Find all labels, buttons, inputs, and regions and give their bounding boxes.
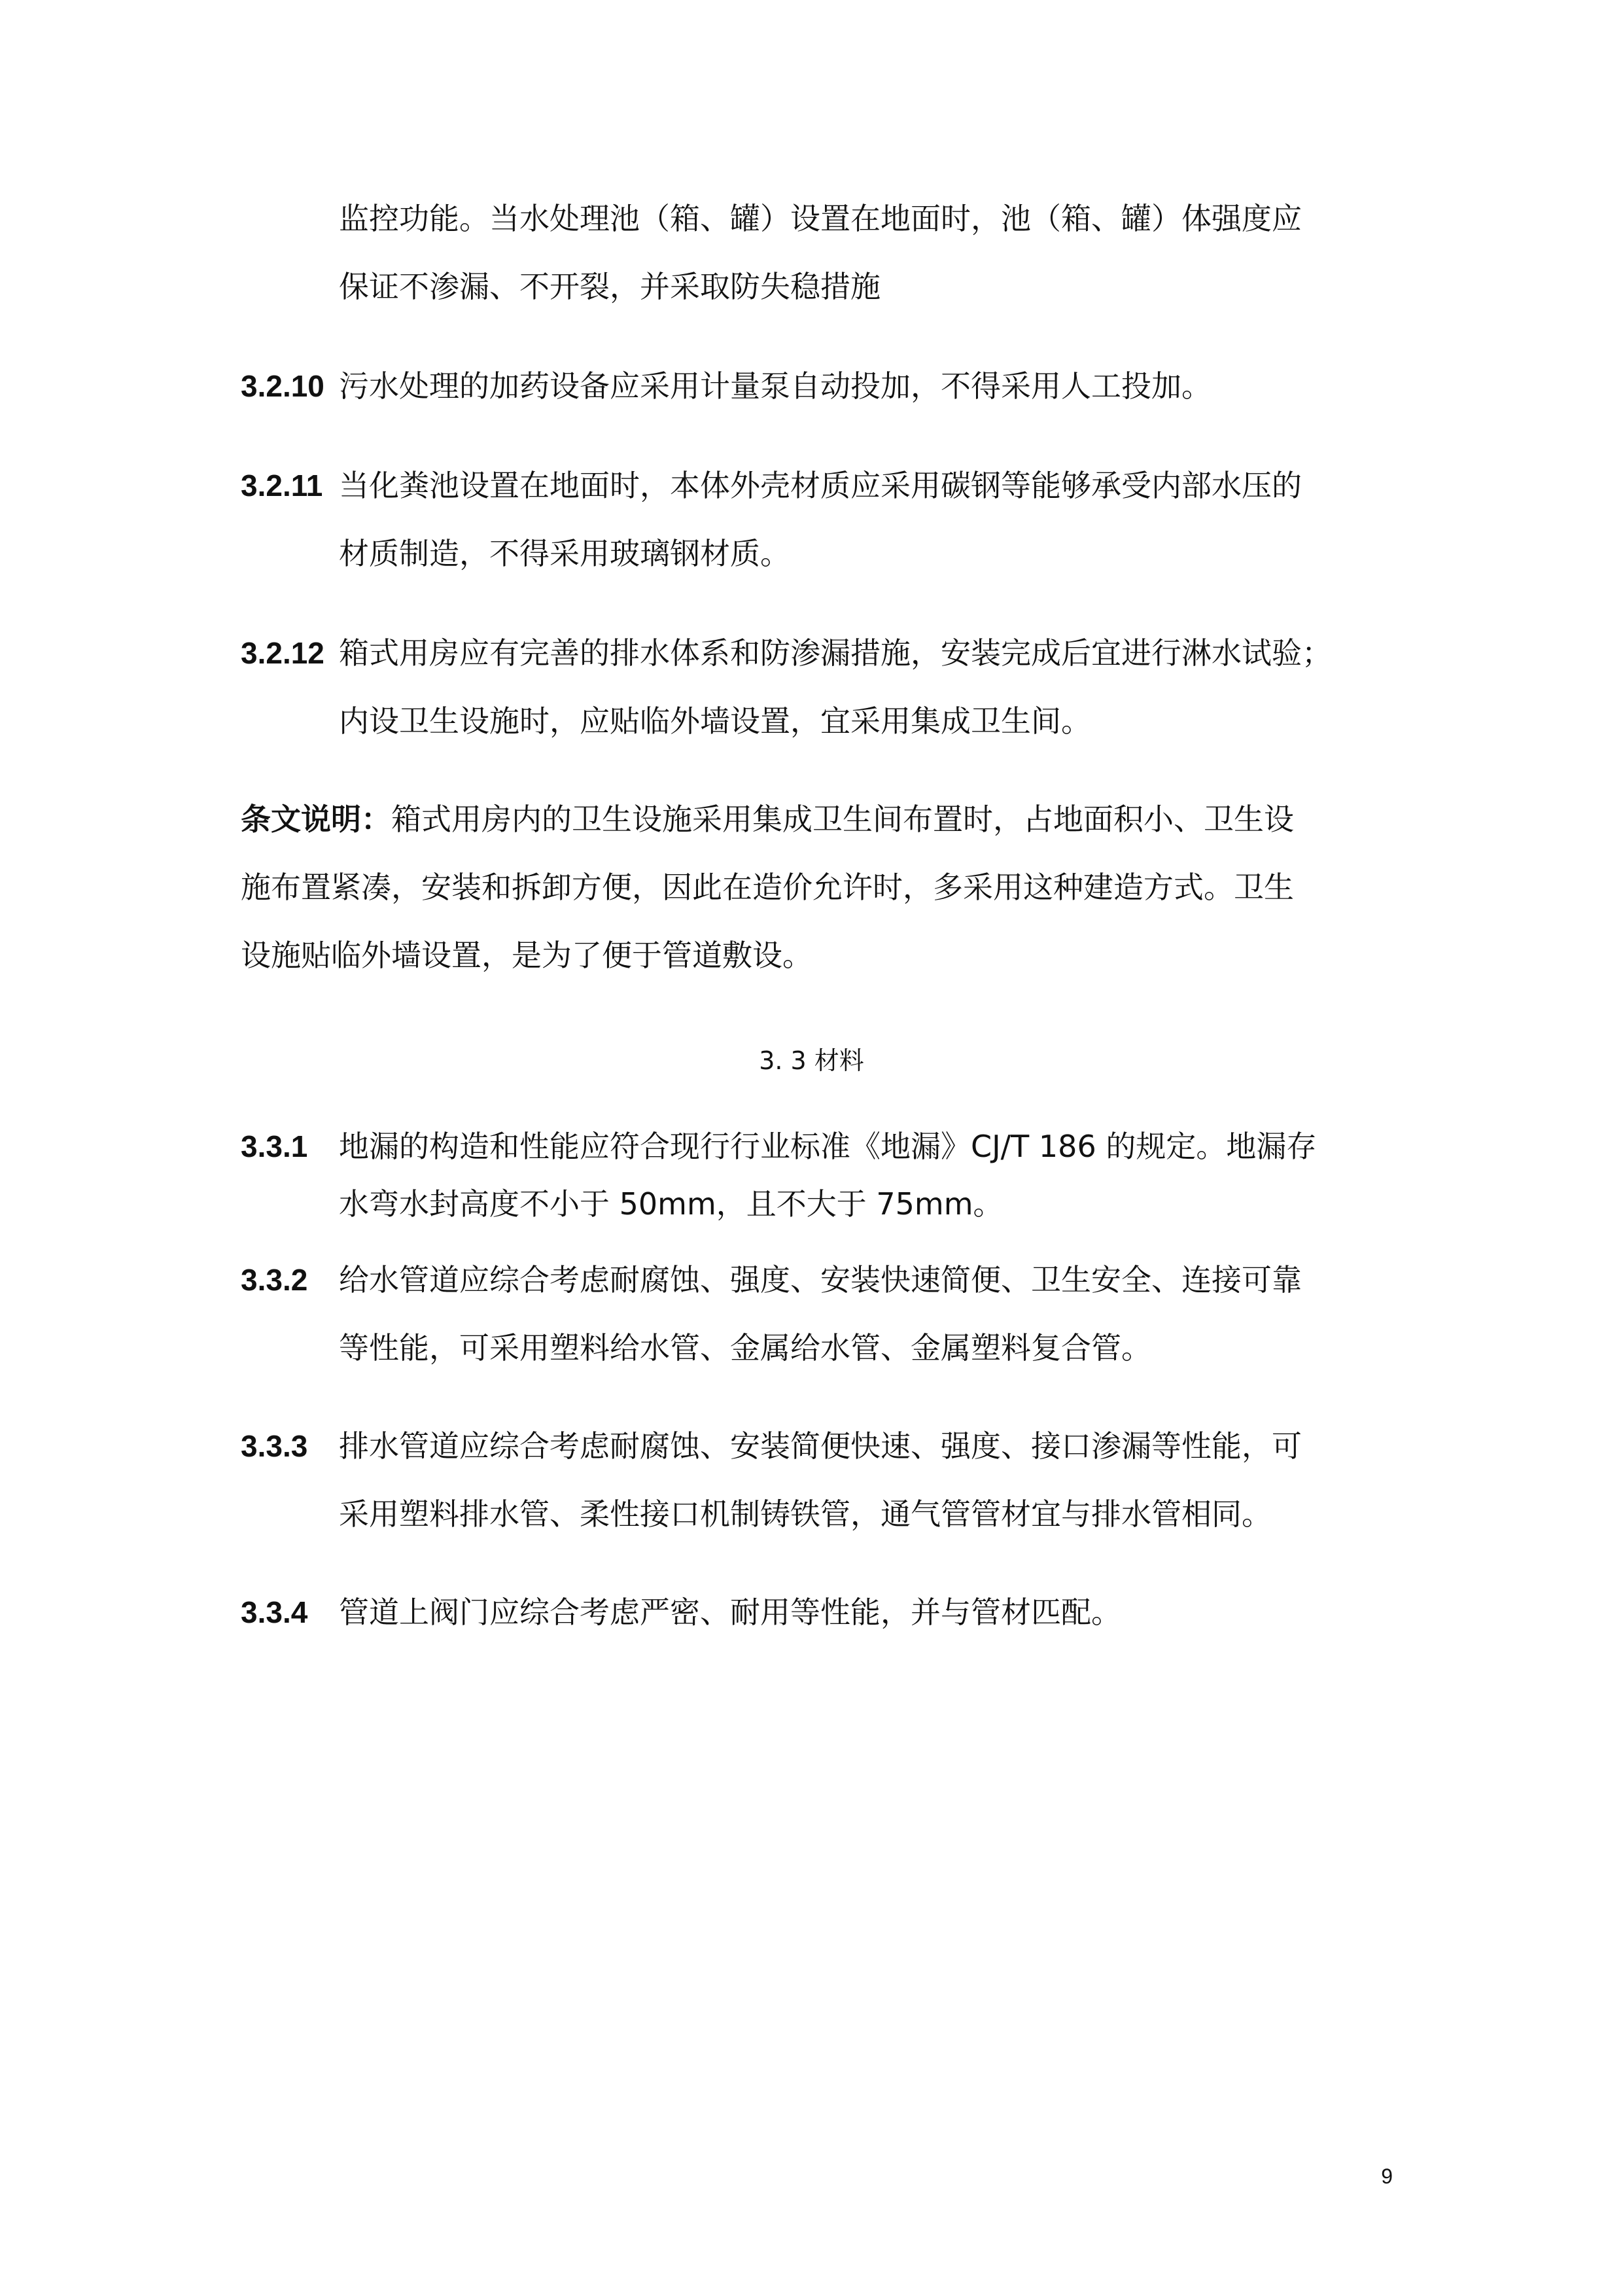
clause-3-3-3 xyxy=(241,1412,1405,1548)
clause-text-continued: 等性能，可采用塑料给水管、金属给水管、金属塑料复合管。 xyxy=(339,1330,1151,1366)
clause-text: 管道上阀门应综合考虑严密、耐用等性能，并与管材匹配。 xyxy=(339,1595,1121,1630)
clause-3-2-10 xyxy=(241,352,1405,420)
explanation-text: 箱式用房内的卫生设施采用集成卫生间布置时，占地面积小、卫生设 xyxy=(391,802,1294,837)
clause-3-3-2 xyxy=(241,1246,1405,1382)
clause-3-3-1 xyxy=(241,1118,1405,1233)
clause-text: 地漏的构造和性能应符合现行行业标准《地漏》CJ/T 186 的规定。地漏存 xyxy=(339,1129,1317,1164)
clause-number: 3.3.2 xyxy=(241,1263,308,1297)
clause-3-2-12 xyxy=(241,619,1405,755)
clause-number: 3.2.11 xyxy=(241,468,323,503)
clause-number: 3.3.3 xyxy=(241,1429,308,1463)
clause-text: 给水管道应综合考虑耐腐蚀、强度、安装快速简便、卫生安全、连接可靠 xyxy=(339,1262,1302,1298)
clause-text-continued: 水弯水封高度不小于 50mm，且不大于 75mm。 xyxy=(339,1186,1003,1222)
paragraph-line: 保证不渗漏、不开裂，并采取防失稳措施 xyxy=(339,269,881,304)
paragraph-line: 监控功能。当水处理池（箱、罐）设置在地面时，池（箱、罐）体强度应 xyxy=(339,201,1302,236)
explanation-label: 条文说明： xyxy=(241,802,391,837)
clause-text-continued: 材质制造，不得采用玻璃钢材质。 xyxy=(339,536,790,571)
page-number: 9 xyxy=(1381,2164,1393,2188)
section-title: 3. 3 材料 xyxy=(759,1046,864,1075)
clause-number: 3.3.1 xyxy=(241,1129,308,1163)
explanation-text: 施布置紧凑，安装和拆卸方便，因此在造价允许时，多采用这种建造方式。卫生 xyxy=(241,870,1294,905)
continued-paragraph xyxy=(241,185,1503,321)
clause-text: 污水处理的加药设备应采用计量泵自动投加，不得采用人工投加。 xyxy=(339,368,1212,404)
clause-3-3-4 xyxy=(241,1578,1405,1646)
clause-explanation xyxy=(241,785,1405,989)
clause-text-continued: 内设卫生设施时，应贴临外墙设置，宜采用集成卫生间。 xyxy=(339,703,1091,739)
clause-text-continued: 采用塑料排水管、柔性接口机制铸铁管，通气管管材宜与排水管相同。 xyxy=(339,1496,1272,1532)
clause-text: 排水管道应综合考虑耐腐蚀、安装简便快速、强度、接口渗漏等性能，可 xyxy=(339,1428,1302,1464)
clause-text: 箱式用房应有完善的排水体系和防渗漏措施，安装完成后宜进行淋水试验； xyxy=(339,635,1332,671)
explanation-text: 设施贴临外墙设置，是为了便于管道敷设。 xyxy=(241,938,812,973)
clause-number: 3.2.10 xyxy=(241,369,324,403)
clause-number: 3.2.12 xyxy=(241,636,324,670)
clause-text: 当化粪池设置在地面时，本体外壳材质应采用碳钢等能够承受内部水压的 xyxy=(339,468,1302,503)
clause-number: 3.3.4 xyxy=(241,1595,308,1629)
clause-3-2-11 xyxy=(241,451,1405,588)
